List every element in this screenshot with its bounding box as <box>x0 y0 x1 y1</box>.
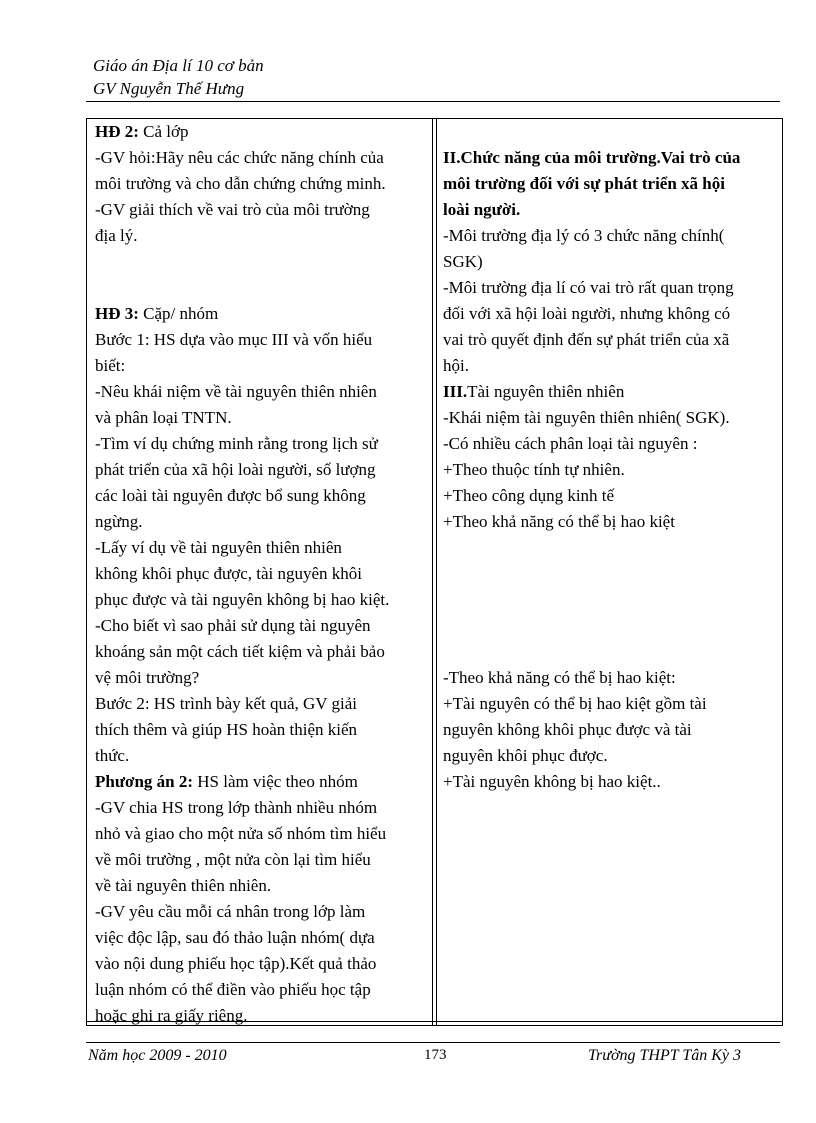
left-line: địa lý. <box>95 226 138 245</box>
lesson-table <box>86 118 783 1026</box>
right-line: đối với xã hội loài người, nhưng không có <box>443 304 731 323</box>
left-line: vào nội dung phiếu học tập).Kết quả thảo <box>95 954 377 973</box>
left-line: biết: <box>95 356 126 375</box>
content-column <box>443 119 783 795</box>
left-line: -GV chia HS trong lớp thành nhiều nhóm <box>95 798 378 817</box>
left-line: việc độc lập, sau đó thảo luận nhóm( dựa <box>95 928 375 947</box>
footer-school: Trường THPT Tân Kỳ 3 <box>588 1047 742 1064</box>
right-line: hội. <box>443 356 469 375</box>
header-rule <box>86 101 780 102</box>
right-line: nguyên khôi phục được. <box>443 746 608 765</box>
left-line: hoặc ghi ra giấy riêng. <box>95 1006 248 1025</box>
right-line: vai trò quyết định đến sự phát triển của xã <box>443 330 730 349</box>
left-line: về môi trường , một nửa còn lại tìm hiểu <box>95 850 371 869</box>
page-header <box>93 54 264 100</box>
page-number: 173 <box>424 1047 447 1063</box>
left-line: nhỏ và giao cho một nửa số nhóm tìm hiểu <box>95 824 387 843</box>
left-line: -Tìm ví dụ chứng minh rằng trong lịch sử <box>95 434 378 453</box>
right-line: -Môi trường địa lí có vai trò rất quan trọng <box>443 278 734 297</box>
left-line: -GV yêu cầu mỗi cá nhân trong lớp làm <box>95 902 366 921</box>
right-line: SGK) <box>443 252 483 271</box>
left-line: phục được và tài nguyên không bị hao kiệt. <box>95 590 390 609</box>
left-line: các loài tài nguyên được bổ sung không <box>95 486 366 505</box>
left-line: Bước 1: HS dựa vào mục III và vốn hiểu <box>95 330 373 349</box>
left-line: và phân loại TNTN. <box>95 408 232 427</box>
left-line: khoáng sản một cách tiết kiệm và phải bảo <box>95 642 385 661</box>
column-divider <box>432 119 433 1025</box>
left-line: môi trường và cho dẫn chứng chứng minh. <box>95 174 386 193</box>
left-line: về tài nguyên thiên nhiên. <box>95 876 272 895</box>
left-line: -GV hỏi:Hãy nêu các chức năng chính của <box>95 148 384 167</box>
right-line: +Tài nguyên không bị hao kiệt.. <box>443 772 661 791</box>
footer-rule <box>86 1042 780 1043</box>
right-line: nguyên không khôi phục được và tài <box>443 720 692 739</box>
section-2-heading: II.Chức năng của môi trường.Vai trò của <box>443 148 741 167</box>
left-line: vệ môi trường? <box>95 668 200 687</box>
left-line: phát triển của xã hội loài người, số lượng <box>95 460 376 479</box>
section-3-heading: III.Tài nguyên thiên nhiên <box>443 382 625 401</box>
header-teacher: GV Nguyễn Thế Hưng <box>93 79 245 98</box>
section-2-heading: loài người. <box>443 200 521 219</box>
hd2-heading: HĐ 2: Cả lớp <box>95 122 189 141</box>
right-line: -Môi trường địa lý có 3 chức năng chính( <box>443 226 725 245</box>
left-line: không khôi phục được, tài nguyên khôi <box>95 564 363 583</box>
header-title: Giáo án Địa lí 10 cơ bản <box>93 56 264 75</box>
activities-column <box>95 119 430 1029</box>
pa2-heading: Phương án 2: HS làm việc theo nhóm <box>95 772 358 791</box>
column-divider-inner <box>436 119 437 1025</box>
right-line: -Có nhiều cách phân loại tài nguyên : <box>443 434 698 453</box>
section-2-heading: môi trường đối với sự phát triển xã hội <box>443 174 725 193</box>
left-line: -Lấy ví dụ về tài nguyên thiên nhiên <box>95 538 342 557</box>
right-line: +Theo công dụng kinh tế <box>443 486 615 505</box>
left-line: -GV giải thích về vai trò của môi trường <box>95 200 370 219</box>
right-line: +Theo khả năng có thể bị hao kiệt <box>443 512 675 531</box>
left-line: -Cho biết vì sao phải sử dụng tài nguyên <box>95 616 371 635</box>
left-line: ngừng. <box>95 512 143 531</box>
left-line: thích thêm và giúp HS hoàn thiện kiến <box>95 720 358 739</box>
right-line: +Theo thuộc tính tự nhiên. <box>443 460 625 479</box>
footer-school-year: Năm học 2009 - 2010 <box>88 1047 227 1064</box>
right-line: -Khái niệm tài nguyên thiên nhiên( SGK). <box>443 408 730 427</box>
hd3-heading: HĐ 3: Cặp/ nhóm <box>95 304 219 323</box>
right-line: -Theo khả năng có thể bị hao kiệt: <box>443 668 676 687</box>
left-line: luận nhóm có thể điền vào phiếu học tập <box>95 980 371 999</box>
right-line: +Tài nguyên có thể bị hao kiệt gồm tài <box>443 694 707 713</box>
left-line: thức. <box>95 746 130 765</box>
left-line: Bước 2: HS trình bày kết quả, GV giải <box>95 694 357 713</box>
left-line: -Nêu khái niệm về tài nguyên thiên nhiên <box>95 382 377 401</box>
